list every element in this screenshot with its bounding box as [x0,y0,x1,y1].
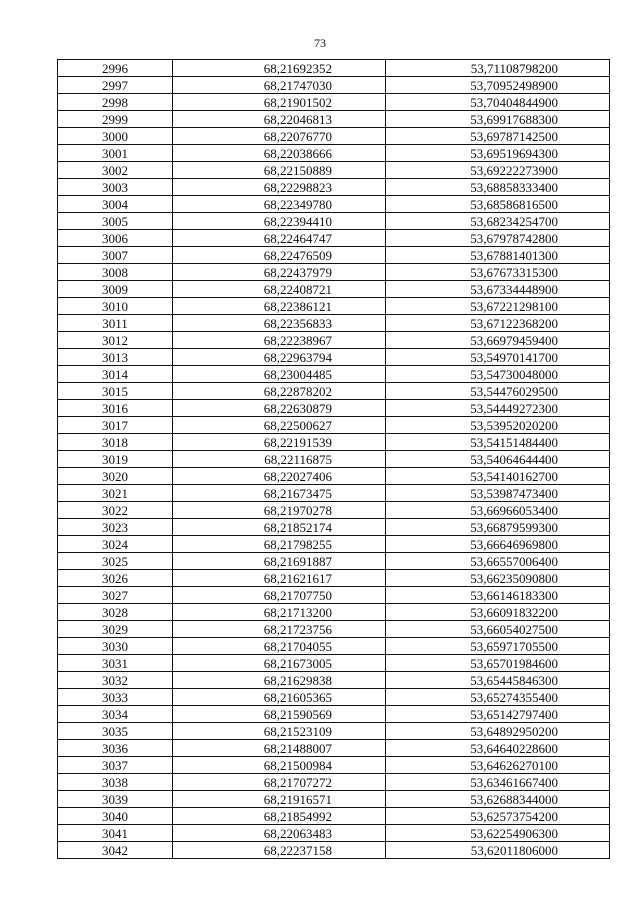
coordinate-y-cell: 53,66646969800 [386,536,610,553]
coordinate-y-cell: 53,54476029500 [386,383,610,400]
coordinate-x-cell: 68,22116875 [173,451,386,468]
coordinate-x-cell: 68,22476509 [173,247,386,264]
point-number-cell: 2997 [58,77,173,94]
table-row [58,451,610,468]
point-number-cell: 3009 [58,281,173,298]
coordinate-x-cell: 68,22027406 [173,468,386,485]
table-row [58,400,610,417]
coordinate-x-cell: 68,21673005 [173,655,386,672]
table-row [58,553,610,570]
coordinate-x-cell: 68,22356833 [173,315,386,332]
point-number-cell: 3024 [58,536,173,553]
table-row [58,434,610,451]
coordinate-y-cell: 53,71108798200 [386,60,610,77]
coordinate-y-cell: 53,66966053400 [386,502,610,519]
table-row [58,281,610,298]
coordinate-x-cell: 68,22238967 [173,332,386,349]
table-row [58,332,610,349]
table-row [58,808,610,825]
coordinate-y-cell: 53,65142797400 [386,706,610,723]
point-number-cell: 3018 [58,434,173,451]
table-row [58,128,610,145]
table-row [58,383,610,400]
coordinate-y-cell: 53,67221298100 [386,298,610,315]
coordinate-x-cell: 68,21673475 [173,485,386,502]
point-number-cell: 3007 [58,247,173,264]
coordinate-y-cell: 53,66091832200 [386,604,610,621]
point-number-cell: 3014 [58,366,173,383]
point-number-cell: 3021 [58,485,173,502]
coordinate-x-cell: 68,21704055 [173,638,386,655]
coordinate-y-cell: 53,66879599300 [386,519,610,536]
coordinate-x-cell: 68,21747030 [173,77,386,94]
table-row [58,723,610,740]
point-number-cell: 3004 [58,196,173,213]
table-row [58,842,610,859]
coordinates-table-body [58,60,610,859]
coordinate-x-cell: 68,22298823 [173,179,386,196]
table-row [58,264,610,281]
point-number-cell: 3022 [58,502,173,519]
point-number-cell: 3020 [58,468,173,485]
table-row [58,485,610,502]
coordinate-y-cell: 53,65971705500 [386,638,610,655]
point-number-cell: 3026 [58,570,173,587]
point-number-cell: 3042 [58,842,173,859]
point-number-cell: 3000 [58,128,173,145]
coordinate-x-cell: 68,22150889 [173,162,386,179]
point-number-cell: 3040 [58,808,173,825]
table-row [58,502,610,519]
coordinate-y-cell: 53,70404844900 [386,94,610,111]
coordinate-y-cell: 53,68858333400 [386,179,610,196]
table-row [58,791,610,808]
coordinate-x-cell: 68,22386121 [173,298,386,315]
coordinate-x-cell: 68,21523109 [173,723,386,740]
coordinate-x-cell: 68,22878202 [173,383,386,400]
point-number-cell: 3019 [58,451,173,468]
coordinate-x-cell: 68,21590569 [173,706,386,723]
coordinate-y-cell: 53,68234254700 [386,213,610,230]
coordinate-y-cell: 53,64892950200 [386,723,610,740]
coordinate-y-cell: 53,54140162700 [386,468,610,485]
coordinate-y-cell: 53,62573754200 [386,808,610,825]
table-row [58,349,610,366]
point-number-cell: 3041 [58,825,173,842]
coordinate-y-cell: 53,67978742800 [386,230,610,247]
coordinate-x-cell: 68,21916571 [173,791,386,808]
coordinate-x-cell: 68,21901502 [173,94,386,111]
point-number-cell: 3012 [58,332,173,349]
page-number: 73 [314,36,326,50]
coordinate-x-cell: 68,21854992 [173,808,386,825]
point-number-cell: 3005 [58,213,173,230]
point-number-cell: 3028 [58,604,173,621]
coordinate-y-cell: 53,67881401300 [386,247,610,264]
point-number-cell: 3030 [58,638,173,655]
table-row [58,468,610,485]
coordinate-x-cell: 68,22464747 [173,230,386,247]
coordinate-x-cell: 68,22076770 [173,128,386,145]
coordinate-x-cell: 68,21970278 [173,502,386,519]
coordinate-y-cell: 53,62254906300 [386,825,610,842]
coordinate-x-cell: 68,22046813 [173,111,386,128]
coordinate-y-cell: 53,67122368200 [386,315,610,332]
coordinate-y-cell: 53,66557006400 [386,553,610,570]
table-row [58,706,610,723]
table-row [58,655,610,672]
coordinate-x-cell: 68,21605365 [173,689,386,706]
point-number-cell: 3027 [58,587,173,604]
table-row [58,689,610,706]
point-number-cell: 2998 [58,94,173,111]
table-row [58,145,610,162]
point-number-cell: 3034 [58,706,173,723]
coordinate-y-cell: 53,68586816500 [386,196,610,213]
table-row [58,315,610,332]
coordinate-x-cell: 68,21629838 [173,672,386,689]
coordinate-y-cell: 53,54064644400 [386,451,610,468]
point-number-cell: 3002 [58,162,173,179]
point-number-cell: 3037 [58,757,173,774]
coordinate-y-cell: 53,63461667400 [386,774,610,791]
point-number-cell: 3015 [58,383,173,400]
coordinate-x-cell: 68,22437979 [173,264,386,281]
coordinate-x-cell: 68,22063483 [173,825,386,842]
coordinate-y-cell: 53,62688344000 [386,791,610,808]
coordinate-y-cell: 53,69222273900 [386,162,610,179]
table-row [58,604,610,621]
point-number-cell: 3029 [58,621,173,638]
coordinate-y-cell: 53,62011806000 [386,842,610,859]
point-number-cell: 3032 [58,672,173,689]
coordinate-x-cell: 68,22500627 [173,417,386,434]
point-number-cell: 3016 [58,400,173,417]
coordinate-x-cell: 68,21723756 [173,621,386,638]
coordinate-y-cell: 53,69917688300 [386,111,610,128]
table-row [58,825,610,842]
point-number-cell: 3013 [58,349,173,366]
table-row [58,196,610,213]
coordinate-y-cell: 53,66146183300 [386,587,610,604]
coordinate-x-cell: 68,22191539 [173,434,386,451]
table-row [58,740,610,757]
coordinate-x-cell: 68,22349780 [173,196,386,213]
coordinate-y-cell: 53,64626270100 [386,757,610,774]
point-number-cell: 3036 [58,740,173,757]
coordinate-y-cell: 53,54970141700 [386,349,610,366]
coordinate-x-cell: 68,22237158 [173,842,386,859]
table-row [58,638,610,655]
coordinate-x-cell: 68,22394410 [173,213,386,230]
coordinate-x-cell: 68,22630879 [173,400,386,417]
coordinate-x-cell: 68,21488007 [173,740,386,757]
coordinate-y-cell: 53,53952020200 [386,417,610,434]
point-number-cell: 3031 [58,655,173,672]
table-row [58,247,610,264]
point-number-cell: 3025 [58,553,173,570]
coordinate-x-cell: 68,23004485 [173,366,386,383]
table-row [58,298,610,315]
point-number-cell: 3038 [58,774,173,791]
table-row [58,94,610,111]
coordinate-y-cell: 53,65445846300 [386,672,610,689]
coordinate-y-cell: 53,66979459400 [386,332,610,349]
coordinate-x-cell: 68,22963794 [173,349,386,366]
coordinate-y-cell: 53,64640228600 [386,740,610,757]
point-number-cell: 3003 [58,179,173,196]
table-row [58,77,610,94]
coordinate-y-cell: 53,67334448900 [386,281,610,298]
point-number-cell: 3017 [58,417,173,434]
point-number-cell: 3035 [58,723,173,740]
coordinate-y-cell: 53,70952498900 [386,77,610,94]
coordinate-y-cell: 53,54151484400 [386,434,610,451]
point-number-cell: 2999 [58,111,173,128]
table-row [58,774,610,791]
coordinates-table [57,59,610,859]
table-row [58,366,610,383]
coordinate-x-cell: 68,21852174 [173,519,386,536]
point-number-cell: 3033 [58,689,173,706]
point-number-cell: 3006 [58,230,173,247]
table-row [58,587,610,604]
coordinate-y-cell: 53,65701984600 [386,655,610,672]
coordinate-x-cell: 68,21692352 [173,60,386,77]
coordinate-y-cell: 53,67673315300 [386,264,610,281]
coordinate-x-cell: 68,21500984 [173,757,386,774]
table-row [58,213,610,230]
coordinate-x-cell: 68,21621617 [173,570,386,587]
coordinate-x-cell: 68,22038666 [173,145,386,162]
coordinate-x-cell: 68,21798255 [173,536,386,553]
table-row [58,519,610,536]
table-row [58,417,610,434]
table-row [58,111,610,128]
coordinate-x-cell: 68,21707750 [173,587,386,604]
table-row [58,179,610,196]
point-number-cell: 3001 [58,145,173,162]
coordinate-x-cell: 68,21707272 [173,774,386,791]
table-row [58,230,610,247]
table-row [58,536,610,553]
coordinate-y-cell: 53,69519694300 [386,145,610,162]
table-row [58,162,610,179]
coordinate-y-cell: 53,54730048000 [386,366,610,383]
coordinate-x-cell: 68,21713200 [173,604,386,621]
point-number-cell: 3023 [58,519,173,536]
table-row [58,757,610,774]
coordinate-y-cell: 53,69787142500 [386,128,610,145]
coordinate-y-cell: 53,66235090800 [386,570,610,587]
point-number-cell: 3039 [58,791,173,808]
coordinate-y-cell: 53,54449272300 [386,400,610,417]
coordinate-y-cell: 53,66054027500 [386,621,610,638]
coordinate-y-cell: 53,65274355400 [386,689,610,706]
point-number-cell: 3008 [58,264,173,281]
table-row [58,621,610,638]
point-number-cell: 3010 [58,298,173,315]
table-row [58,672,610,689]
table-row [58,60,610,77]
coordinate-y-cell: 53,53987473400 [386,485,610,502]
table-row [58,570,610,587]
coordinate-x-cell: 68,22408721 [173,281,386,298]
point-number-cell: 2996 [58,60,173,77]
coordinate-x-cell: 68,21691887 [173,553,386,570]
point-number-cell: 3011 [58,315,173,332]
